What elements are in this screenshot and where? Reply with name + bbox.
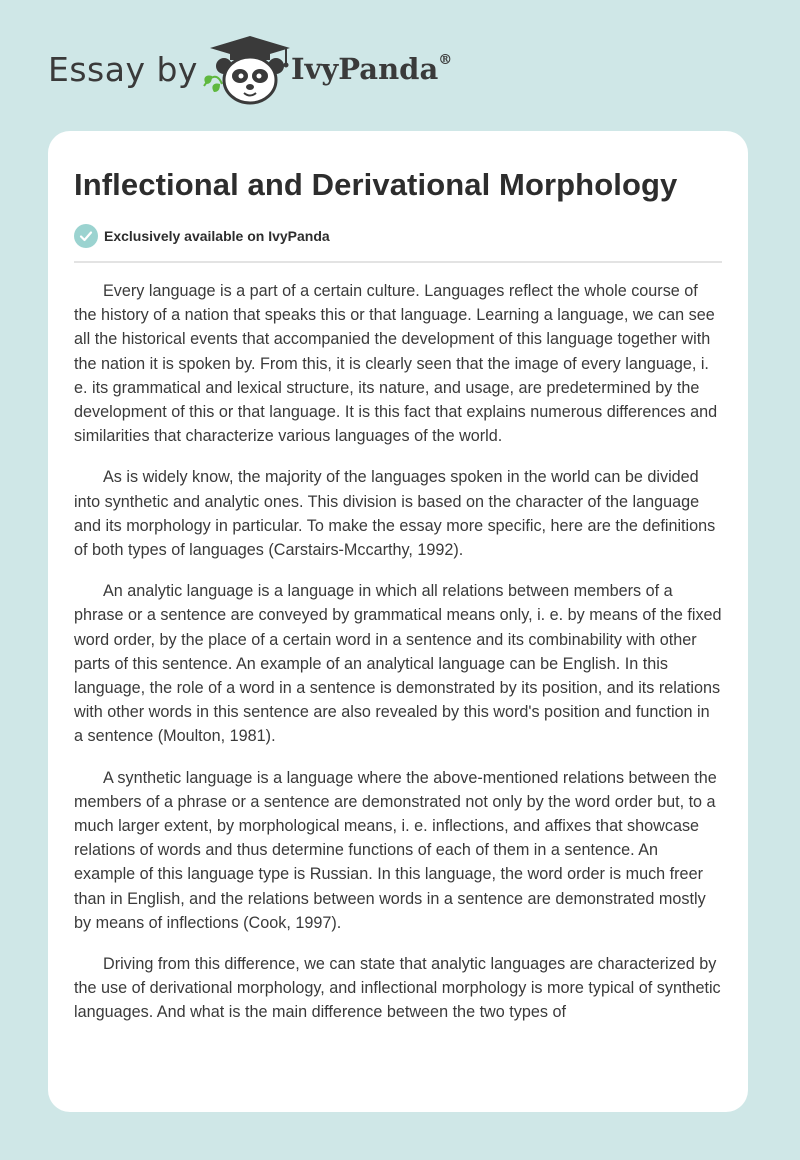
exclusive-badge xyxy=(74,223,722,249)
divider xyxy=(74,261,722,263)
essay-card xyxy=(48,131,748,1112)
essay-body xyxy=(74,279,722,1025)
brand-text: IvyPanda xyxy=(291,52,439,86)
page-title: Inflectional and Derivational Morphology xyxy=(74,167,678,202)
panda-graduate-logo-icon[interactable] xyxy=(200,34,300,106)
paragraph: An analytic language is a language in which all relations between members of a phrase or a sentence are conveyed by grammatical means only, i. e. by means of the fixed word order, by the place of a certain word in a sentence and its combinability with other parts of this sentence. An example of an analytical language can be English. In this language, the role of a word in a sentence is demonstrated by its position, and its relations with other words in this sentence are also revealed by this word's position and function in a sentence (Moulton, 1981). xyxy=(74,582,722,746)
essay-by-label: Essay by xyxy=(48,50,198,89)
paragraph: As is widely know, the majority of the languages spoken in the world can be divided into synthetic and analytic ones. This division is based on the character of the language and its morphology in particular. To make the essay more specific, here are the definitions of both types of languages (Carstairs-Mccarthy, 1992). xyxy=(74,468,716,560)
paragraph: Every language is a part of a certain culture. Languages reflect the whole course of the history of a nation that speaks this or that language. Learning a language, we can see all the historical events that accompanied the development of this language together with the nation it is spoken by. From this, it is clearly seen that the image of every language, i. e. its grammatical and lexical structure, its nature, and usage, are predetermined by the development of this or that language. It is this fact that explains numerous differences and similarities that characterize various languages of the world. xyxy=(74,282,718,446)
brand-name[interactable] xyxy=(291,52,452,86)
paragraph: Driving from this difference, we can state that analytic languages are characterized by the use of derivational morphology, and inflectional morphology is more typical of synthetic languages. And what is the main difference between the two types of xyxy=(74,955,721,1022)
exclusive-label: Exclusively available on IvyPanda xyxy=(104,228,330,244)
registered-mark: ® xyxy=(438,52,453,69)
site-header xyxy=(48,34,768,114)
check-circle-icon xyxy=(74,224,98,248)
paragraph: A synthetic language is a language where the above-mentioned relations between the members of a phrase or a sentence are demonstrated not only by the word order but, to a much larger extent, by morphological means, i. e. inflections, and affixes that showcase relations of words and thus determine functions of each of them in a sentence. An example of this language type is Russian. In this language, the word order is much freer than in English, and the relations between words in a sentence are demonstrated mostly by means of inflections (Cook, 1997). xyxy=(74,768,717,932)
